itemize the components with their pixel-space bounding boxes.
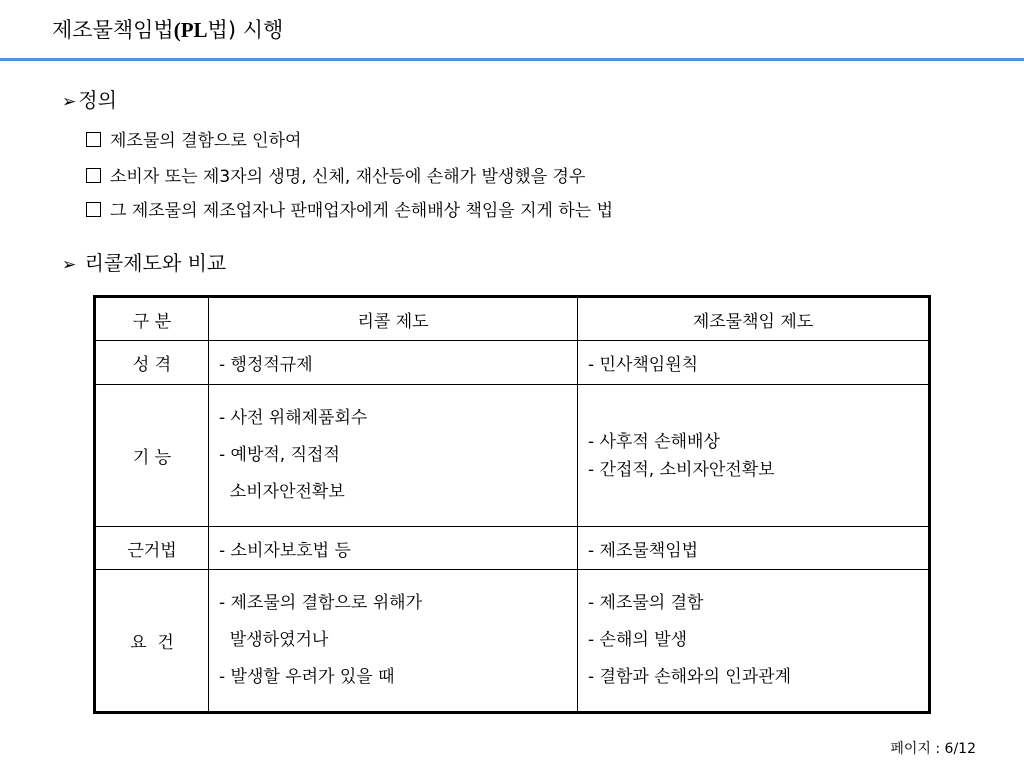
header-pl: 제조물책임 제도 bbox=[578, 297, 930, 341]
cell-line: - 간접적, 소비자안전확보 bbox=[588, 459, 775, 480]
comparison-heading-text: 리콜제도와 비교 bbox=[84, 251, 227, 275]
arrow-bullet-icon: ➢ bbox=[62, 92, 77, 112]
cell-line: - 발생할 우려가 있을 때 bbox=[219, 667, 395, 687]
definition-line bbox=[86, 162, 585, 187]
definition-line bbox=[86, 126, 301, 151]
arrow-bullet-icon: ➢ bbox=[62, 255, 77, 275]
cell-line: - 제조물의 결함으로 위해가 bbox=[219, 593, 422, 613]
cell-recall bbox=[209, 385, 578, 527]
cell-line: 발생하였거나 bbox=[219, 630, 329, 650]
title-bold: (PL bbox=[173, 18, 208, 42]
table-row-function bbox=[95, 385, 930, 527]
definition-heading-text: 정의 bbox=[78, 88, 117, 112]
comparison-heading bbox=[62, 247, 226, 276]
table-row-nature bbox=[95, 341, 930, 385]
checkbox-bullet-icon bbox=[86, 168, 101, 183]
definition-heading bbox=[62, 84, 117, 113]
title-prefix: 제조물책임법 bbox=[52, 18, 174, 42]
cell-pl bbox=[578, 570, 930, 713]
table-row-law bbox=[95, 527, 930, 570]
comparison-table bbox=[93, 295, 931, 714]
cell-line: - 손해의 발생 bbox=[588, 630, 688, 650]
title-suffix: 법) 시행 bbox=[207, 18, 284, 42]
row-label: 근거법 bbox=[95, 527, 209, 570]
header-recall: 리콜 제도 bbox=[209, 297, 578, 341]
cell-pl: - 제조물책임법 bbox=[578, 527, 930, 570]
row-label: 기 능 bbox=[95, 385, 209, 527]
cell-line: - 사후적 손해배상 bbox=[588, 431, 720, 452]
slide-title bbox=[52, 14, 283, 44]
checkbox-bullet-icon bbox=[86, 132, 101, 147]
title-divider bbox=[0, 58, 1024, 61]
row-label: 성 격 bbox=[95, 341, 209, 385]
definition-line-text: 소비자 또는 제3자의 생명, 신체, 재산등에 손해가 발생했을 경우 bbox=[110, 167, 586, 187]
cell-recall: - 소비자보호법 등 bbox=[209, 527, 578, 570]
definition-line bbox=[86, 196, 613, 221]
cell-recall bbox=[209, 570, 578, 713]
cell-line: - 예방적, 직접적 bbox=[219, 445, 340, 465]
definition-line-text: 그 제조물의 제조업자나 판매업자에게 손해배상 책임을 지게 하는 법 bbox=[110, 201, 614, 221]
cell-line: - 결함과 손해와의 인과관계 bbox=[588, 667, 791, 687]
cell-pl: - 민사책임원칙 bbox=[578, 341, 930, 385]
checkbox-bullet-icon bbox=[86, 202, 101, 217]
row-label: 요 건 bbox=[95, 570, 209, 713]
cell-line: - 제조물의 결함 bbox=[588, 593, 704, 613]
cell-line: - 사전 위해제품회수 bbox=[219, 408, 368, 428]
table-header-row bbox=[95, 297, 930, 341]
definition-line-text: 제조물의 결함으로 인하여 bbox=[110, 131, 302, 151]
header-category: 구 분 bbox=[95, 297, 209, 341]
cell-pl bbox=[578, 385, 930, 527]
page-number: 페이지 : 6/12 bbox=[890, 741, 976, 757]
cell-line: 소비자안전확보 bbox=[219, 482, 345, 502]
cell-recall: - 행정적규제 bbox=[209, 341, 578, 385]
table-row-requirements bbox=[95, 570, 930, 713]
